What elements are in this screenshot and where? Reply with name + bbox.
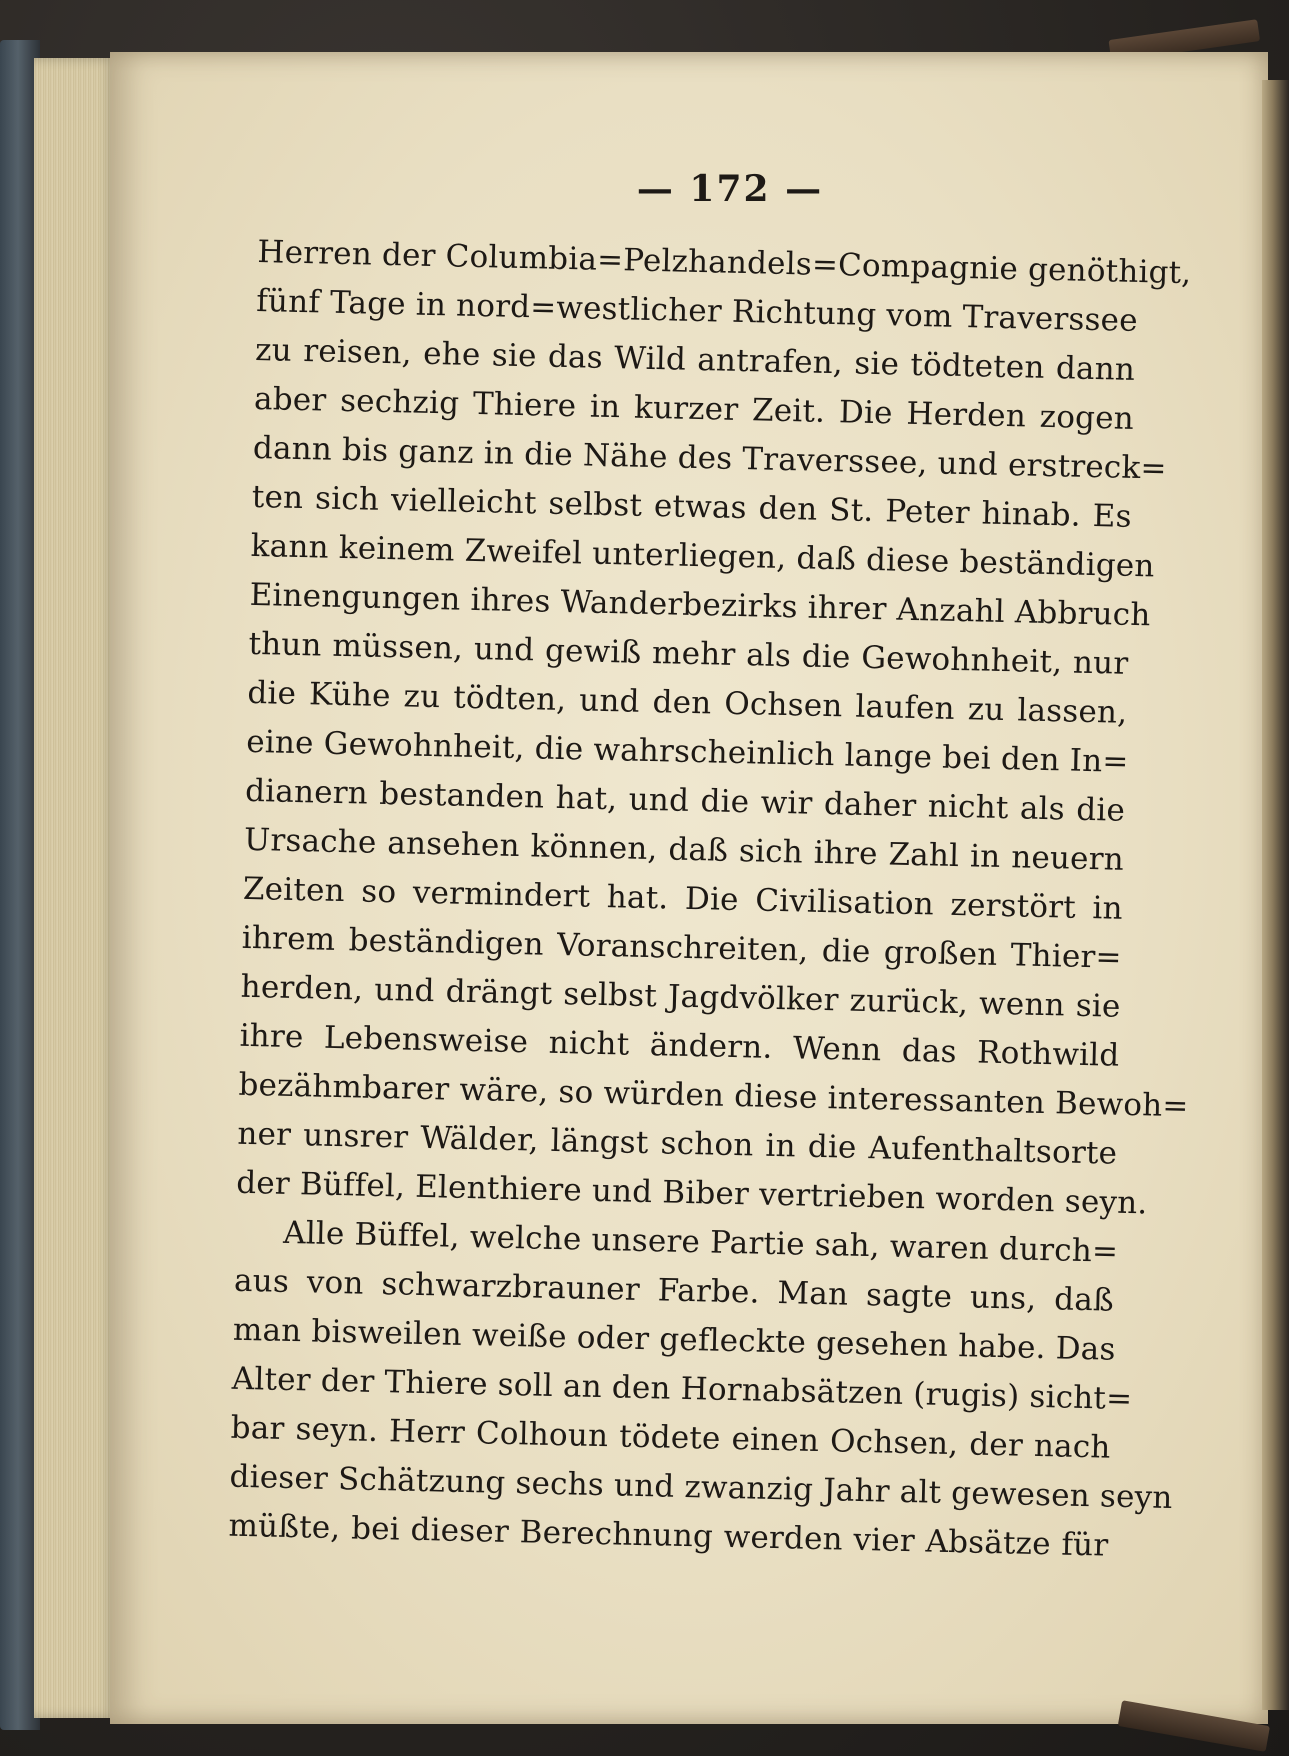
gutter-edge bbox=[1262, 80, 1289, 1710]
body-text bbox=[228, 228, 1192, 1571]
text-line: aus von schwarzbrauner Farbe. Man sagte uns, daß bbox=[233, 1262, 1115, 1319]
page-stack-edge bbox=[34, 58, 118, 1718]
text-line: dann bis ganz in die Nähe des Traverssee, und erstreck= bbox=[252, 429, 1168, 487]
text-line: ihrem beständigen Voranschreiten, die großen Thier= bbox=[241, 919, 1123, 976]
text-line: aber sechzig Thiere in kurzer Zeit. Die Herden zogen bbox=[253, 380, 1135, 437]
text-line: dieser Schätzung sechs und zwanzig Jahr alt gewesen seyn bbox=[229, 1458, 1173, 1517]
text-line: bar seyn. Herr Colhoun tödete einen Ochsen, der nach bbox=[230, 1409, 1111, 1466]
text-line: der Büffel, Elenthiere und Biber vertrieben worden seyn. bbox=[235, 1164, 1148, 1222]
text-line: man bisweilen weiße oder gefleckte gesehen habe. Das bbox=[232, 1311, 1116, 1368]
text-line: thun müssen, und gewiß mehr als die Gewohnheit, nur bbox=[248, 625, 1129, 682]
text-line: kann keinem Zweifel unterliegen, daß diese beständigen bbox=[250, 527, 1155, 585]
text-line: zu reisen, ehe sie das Wild antrafen, sie tödteten dann bbox=[254, 331, 1136, 388]
text-line: dianern bestanden hat, und die wir daher nicht als die bbox=[244, 772, 1126, 829]
text-line: fünf Tage in nord=westlicher Richtung vom Traverssee bbox=[255, 282, 1139, 339]
text-line: ner unsrer Wälder, längst schon in die Aufenthaltsorte bbox=[237, 1115, 1118, 1172]
text-line: Herren der Columbia=Pelzhandels=Compagnie genöthigt, bbox=[257, 233, 1192, 292]
text-line: Ursache ansehen können, daß sich ihre Zahl in neuern bbox=[243, 821, 1125, 878]
text-line: die Kühe zu tödten, und den Ochsen laufen zu lassen, bbox=[247, 674, 1128, 731]
text-line: Alle Büffel, welche unsere Partie sah, waren durch= bbox=[282, 1214, 1119, 1270]
text-line: herden, und drängt selbst Jagdvölker zurück, wenn sie bbox=[240, 968, 1121, 1025]
text-line: bezähmbarer wäre, so würden diese interessanten Bewoh= bbox=[238, 1066, 1189, 1125]
text-line: eine Gewohnheit, die wahrscheinlich lange bei den In= bbox=[245, 723, 1129, 780]
text-line: ten sich vielleicht selbst etwas den St. Peter hinab. Es bbox=[251, 478, 1133, 535]
text-line: Alter der Thiere soll an den Hornabsätzen (rugis) sicht= bbox=[231, 1360, 1133, 1418]
page-number: — 172 — bbox=[636, 168, 824, 210]
text-line: müßte, bei dieser Berechnung werden vier Absätze für bbox=[228, 1507, 1109, 1564]
text-line: Einengungen ihres Wanderbezirks ihrer Anzahl Abbruch bbox=[249, 576, 1151, 634]
text-line: ihre Lebensweise nicht ändern. Wenn das Rothwild bbox=[239, 1017, 1120, 1074]
text-line: Zeiten so vermindert hat. Die Civilisation zerstört in bbox=[242, 870, 1124, 927]
